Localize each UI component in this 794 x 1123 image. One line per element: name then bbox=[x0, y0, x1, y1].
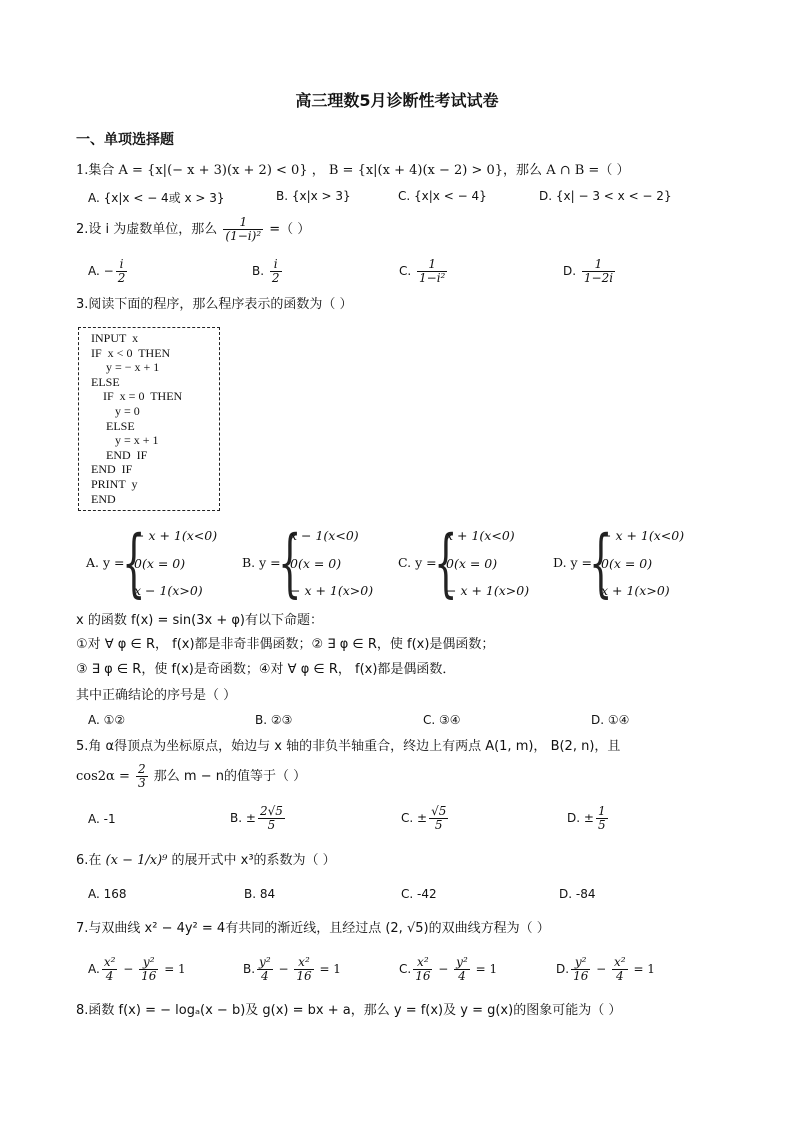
question-4-option-d: D. ①④ bbox=[591, 713, 630, 727]
option-label: D. y = bbox=[553, 555, 593, 570]
brace-icon: { bbox=[589, 520, 613, 606]
piecewise-line: − x + 1(x>0) bbox=[290, 583, 374, 598]
section-heading: 一、单项选择题 bbox=[76, 132, 174, 148]
option-sign: ± bbox=[245, 811, 256, 825]
piecewise-line: 0(x = 0) bbox=[446, 556, 498, 571]
option-label: A. -1 bbox=[88, 812, 116, 826]
brace-icon: { bbox=[122, 520, 146, 606]
piecewise-line: x − 1(x<0) bbox=[290, 528, 359, 543]
code-line: PRINT y bbox=[91, 476, 138, 491]
option-label: C. bbox=[399, 264, 412, 278]
question-7-option-d bbox=[556, 956, 655, 983]
question-2-fraction-denominator: (1−i)² bbox=[225, 229, 262, 243]
question-2-option-b bbox=[252, 258, 284, 285]
question-2-fraction-numerator: 1 bbox=[223, 216, 263, 230]
option-numerator: i bbox=[116, 258, 128, 272]
option-fraction-1 bbox=[102, 956, 118, 983]
question-5-line-2 bbox=[76, 763, 306, 790]
code-line: INPUT x bbox=[91, 331, 139, 345]
code-line: y = − x + 1 bbox=[91, 360, 160, 375]
equals-one: = 1 bbox=[633, 962, 655, 976]
option-label: A. y = bbox=[86, 555, 125, 570]
piecewise-line: − x + 1(x<0) bbox=[601, 528, 685, 543]
option-numerator: i bbox=[270, 258, 282, 272]
brace-icon: { bbox=[278, 520, 302, 606]
option-numerator: y² bbox=[259, 955, 271, 969]
question-6-option-d: D. -84 bbox=[559, 887, 596, 901]
option-fraction bbox=[270, 258, 282, 285]
question-3-option-b bbox=[242, 520, 392, 608]
question-3-option-d bbox=[553, 520, 703, 608]
question-6-expression: (x − 1/x)⁹ bbox=[105, 853, 168, 868]
option-denominator: 1−i² bbox=[419, 271, 446, 285]
option-denominator: 16 bbox=[415, 969, 431, 983]
question-2-fraction bbox=[223, 216, 263, 243]
question-6-suffix: 的展开式中 x³的系数为（ ） bbox=[171, 853, 336, 868]
option-fraction-1 bbox=[571, 956, 590, 983]
program-code-box bbox=[78, 327, 220, 511]
option-denominator: 5 bbox=[267, 818, 276, 832]
option-denominator: 4 bbox=[261, 969, 269, 983]
question-1-option-d: D. {x| − 3 < x < − 2} bbox=[539, 189, 672, 203]
option-fraction bbox=[429, 805, 448, 832]
question-5-line-2-tail: 那么 m − n的值等于（ ） bbox=[153, 769, 307, 784]
option-sign: ± bbox=[417, 811, 428, 825]
option-fraction-1 bbox=[257, 956, 273, 983]
option-denominator: 4 bbox=[616, 969, 624, 983]
code-line: y = 0 bbox=[91, 403, 140, 418]
question-6-option-a: A. 168 bbox=[88, 887, 127, 901]
option-numerator: x² bbox=[413, 956, 432, 970]
option-numerator: 2√5 bbox=[259, 804, 283, 818]
piecewise-line: 0(x = 0) bbox=[290, 556, 342, 571]
code-line: END IF bbox=[91, 462, 133, 477]
question-4-option-b: B. ②③ bbox=[255, 713, 293, 727]
minus-sign: − bbox=[434, 962, 453, 976]
question-2-option-a bbox=[88, 258, 129, 285]
question-5-fraction bbox=[136, 763, 148, 790]
option-numerator: √5 bbox=[431, 804, 447, 818]
question-3-stem: 3.阅读下面的程序，那么程序表示的函数为（ ） bbox=[76, 297, 353, 312]
option-numerator: y² bbox=[571, 956, 590, 970]
equals-one: = 1 bbox=[164, 962, 186, 976]
minus-sign: − bbox=[274, 962, 293, 976]
option-numerator: x² bbox=[294, 956, 313, 970]
question-5-line-1: 5.角 α得顶点为坐标原点，始边与 x 轴的非负半轴重合，终边上有两点 A(1, m)， B(2, n)，且 bbox=[76, 739, 621, 754]
brace-icon: { bbox=[434, 520, 458, 606]
question-5-fraction-denominator: 3 bbox=[138, 776, 146, 790]
piecewise-line: − x + 1(x>0) bbox=[446, 583, 530, 598]
minus-sign: − bbox=[119, 962, 138, 976]
option-numerator: 1 bbox=[597, 804, 606, 818]
piecewise-line: x + 1(x>0) bbox=[601, 583, 670, 598]
question-5-cos-text: cos2α = bbox=[76, 769, 130, 784]
question-2-option-d bbox=[563, 258, 617, 285]
question-2-stem bbox=[76, 216, 310, 243]
equals-one: = 1 bbox=[475, 962, 498, 976]
question-5-fraction-numerator: 2 bbox=[138, 762, 146, 776]
code-line: y = x + 1 bbox=[91, 433, 159, 448]
question-4-option-a: A. ①② bbox=[88, 713, 126, 727]
code-line: IF x = 0 THEN bbox=[91, 389, 183, 404]
option-numerator: 1 bbox=[582, 258, 615, 272]
option-fraction bbox=[417, 258, 447, 285]
question-6-stem bbox=[76, 852, 336, 870]
option-denominator: 5 bbox=[434, 818, 443, 832]
option-sign: ± bbox=[583, 811, 594, 825]
option-denominator: 16 bbox=[296, 969, 312, 983]
question-1-stem: 1.集合 A = {x|(− x + 3)(x + 2) < 0} ， B = {x|(x + 4)(x − 2) > 0}，那么 A ∩ B =（ ） bbox=[76, 163, 630, 178]
question-1-option-a: A. {x|x < − 4或 x > 3} bbox=[88, 191, 225, 205]
piecewise-line: 0(x = 0) bbox=[601, 556, 653, 571]
option-denominator: 4 bbox=[105, 969, 114, 983]
question-6-prefix: 6.在 bbox=[76, 853, 102, 868]
question-2-stem-tail: =（ ） bbox=[269, 222, 311, 237]
question-5-option-b bbox=[230, 805, 287, 832]
question-2-option-c bbox=[399, 258, 449, 285]
question-4-option-c: C. ③④ bbox=[423, 713, 461, 727]
piecewise-line: x − 1(x>0) bbox=[134, 583, 203, 598]
option-fraction-2 bbox=[612, 956, 628, 983]
option-label: B. y = bbox=[242, 555, 281, 570]
code-line: END bbox=[91, 491, 116, 506]
option-denominator: 2 bbox=[271, 271, 280, 285]
option-fraction bbox=[582, 258, 615, 285]
code-line: IF x < 0 THEN bbox=[91, 345, 171, 360]
option-label: A. bbox=[88, 264, 100, 278]
question-6-option-b: B. 84 bbox=[244, 887, 276, 901]
option-denominator: 4 bbox=[458, 969, 466, 983]
minus-sign: − bbox=[592, 962, 611, 976]
question-5-option-a bbox=[88, 812, 116, 826]
code-line: END IF bbox=[91, 447, 148, 462]
question-4-line-4: 其中正确结论的序号是（ ） bbox=[76, 688, 237, 703]
option-numerator: y² bbox=[139, 956, 158, 970]
question-5-option-d bbox=[567, 805, 610, 832]
option-fraction bbox=[596, 805, 608, 832]
equals-one: = 1 bbox=[319, 962, 341, 976]
option-label: C. y = bbox=[398, 555, 437, 570]
option-denominator: 1−2i bbox=[583, 271, 614, 285]
question-7-option-c bbox=[399, 956, 497, 983]
piecewise-line: 0(x = 0) bbox=[134, 556, 186, 571]
option-fraction-2 bbox=[139, 956, 158, 983]
question-3-option-c bbox=[398, 520, 548, 608]
option-fraction bbox=[258, 805, 285, 832]
question-5-option-c bbox=[401, 805, 450, 832]
option-label: C. bbox=[401, 811, 414, 825]
option-fraction-2 bbox=[294, 956, 313, 983]
option-fraction bbox=[116, 258, 128, 285]
option-label: B. bbox=[243, 962, 256, 976]
option-denominator: 5 bbox=[597, 818, 606, 832]
piecewise-line: − x + 1(x<0) bbox=[134, 528, 218, 543]
question-6-option-c: C. -42 bbox=[401, 887, 437, 901]
option-label: D. bbox=[556, 962, 570, 976]
question-1-option-c: C. {x|x < − 4} bbox=[398, 189, 487, 203]
option-label: D. bbox=[563, 264, 577, 278]
question-4-line-3: ③ ∃ φ ∈ R，使 f(x)是奇函数；④对 ∀ φ ∈ R， f(x)都是偶函数． bbox=[76, 662, 456, 677]
option-fraction-2 bbox=[454, 956, 470, 983]
option-numerator: 1 bbox=[417, 258, 447, 272]
option-sign: − bbox=[103, 264, 114, 278]
question-4-line-1: x 的函数 f(x) = sin(3x + φ)有以下命题： bbox=[76, 613, 323, 628]
option-numerator: x² bbox=[103, 955, 116, 969]
question-3-option-a bbox=[86, 520, 236, 608]
option-denominator: 2 bbox=[117, 271, 126, 285]
option-denominator: 16 bbox=[141, 969, 157, 983]
option-label: C. bbox=[399, 962, 412, 976]
option-denominator: 16 bbox=[573, 969, 589, 983]
question-4-line-2: ①对 ∀ φ ∈ R， f(x)都是非奇非偶函数；② ∃ φ ∈ R，使 f(x)是偶函数； bbox=[76, 637, 495, 652]
option-label: A. bbox=[88, 962, 100, 976]
option-numerator: x² bbox=[614, 955, 626, 969]
question-8-stem: 8.函数 f(x) = − logₐ(x − b)及 g(x) = bx + a，那么 y = f(x)及 y = g(x)的图象可能为（ ） bbox=[76, 1003, 622, 1018]
question-7-stem: 7.与双曲线 x² − 4y² = 4有共同的渐近线，且经过点 (2, √5)的双曲线方程为（ ） bbox=[76, 921, 550, 936]
option-label: B. bbox=[230, 811, 243, 825]
code-line: ELSE bbox=[91, 374, 120, 389]
option-numerator: y² bbox=[456, 955, 468, 969]
piecewise-line: x + 1(x<0) bbox=[446, 528, 515, 543]
page-title: 高三理数5月诊断性考试试卷 bbox=[295, 91, 499, 110]
question-2-stem-text: 2.设 i 为虚数单位，那么 bbox=[76, 222, 218, 237]
option-label: B. bbox=[252, 264, 265, 278]
code-line: ELSE bbox=[91, 418, 135, 433]
question-7-option-a bbox=[88, 956, 186, 983]
question-7-option-b bbox=[243, 956, 341, 983]
question-1-option-b: B. {x|x > 3} bbox=[276, 189, 351, 203]
option-label: D. bbox=[567, 811, 581, 825]
option-fraction-1 bbox=[413, 956, 432, 983]
